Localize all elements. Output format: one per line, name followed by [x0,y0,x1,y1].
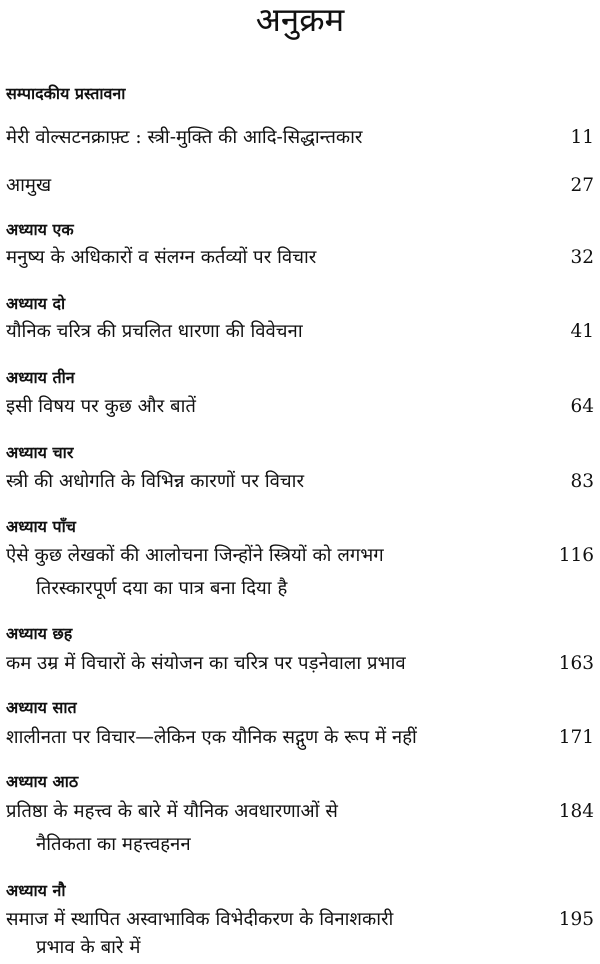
entry-page: 163 [558,653,594,674]
section-heading: अध्याय चार [6,443,74,462]
entry-page: 184 [558,801,594,822]
toc-entry[interactable] [6,318,598,346]
toc-entry-continuation: तिरस्कारपूर्ण दया का पात्र बना दिया है [36,578,288,599]
toc-entry[interactable] [6,244,598,272]
toc-entry-continuation: नैतिकता का महत्त्वहनन [36,834,191,855]
section-heading: अध्याय पाँच [6,517,76,536]
entry-page: 41 [570,321,594,342]
entry-title: शालीनता पर विचार—लेकिन एक यौनिक सद्गुण के रूप में नहीं [6,727,417,748]
toc-entry[interactable] [6,650,598,678]
section-heading: अध्याय सात [6,698,77,717]
toc-entry[interactable] [6,124,598,152]
entry-page: 195 [558,909,594,930]
toc-entry[interactable] [6,172,598,200]
section-heading: अध्याय एक [6,220,74,239]
entry-page: 116 [558,545,594,566]
entry-page: 64 [570,396,594,417]
section-heading: अध्याय आठ [6,772,79,791]
toc-entry[interactable] [6,542,598,570]
toc-entry-continuation: प्रभाव के बारे में [36,937,141,958]
entry-title: ऐसे कुछ लेखकों की आलोचना जिन्होंने स्त्रियों को लगभग [6,545,384,566]
entry-title: प्रतिष्ठा के महत्त्व के बारे में यौनिक अवधारणाओं से [6,801,338,822]
entry-title: कम उम्र में विचारों के संयोजन का चरित्र पर पड़नेवाला प्रभाव [6,653,406,674]
entry-title: इसी विषय पर कुछ और बातें [6,396,196,417]
entry-title: मेरी वोल्सटनक्राफ़्ट : स्त्री-मुक्ति की आदि-सिद्धान्तकार [6,127,363,148]
toc-entry[interactable] [6,468,598,496]
entry-page: 27 [570,175,594,196]
toc-entry[interactable] [6,906,598,934]
section-heading: अध्याय नौ [6,881,66,900]
toc-entry[interactable] [6,724,598,752]
entry-page: 11 [570,127,594,148]
entry-page: 171 [558,727,594,748]
entry-title: मनुष्य के अधिकारों व संलग्न कर्तव्यों पर विचार [6,247,317,268]
entry-page: 83 [570,471,594,492]
toc-entry[interactable] [6,393,598,421]
entry-title: आमुख [6,175,52,196]
entry-page: 32 [570,247,594,268]
page-title: अनुक्रम [255,0,345,39]
toc-entry[interactable] [6,798,598,826]
entry-title: समाज में स्थापित अस्वाभाविक विभेदीकरण के विनाशकारी [6,909,394,930]
entry-title: स्त्री की अधोगति के विभिन्न कारणों पर विचार [6,471,305,492]
entry-title: यौनिक चरित्र की प्रचलित धारणा की विवेचना [6,321,303,342]
section-heading: अध्याय तीन [6,368,75,387]
section-heading: सम्पादकीय प्रस्तावना [6,84,126,103]
section-heading: अध्याय छह [6,624,73,643]
section-heading: अध्याय दो [6,294,66,313]
